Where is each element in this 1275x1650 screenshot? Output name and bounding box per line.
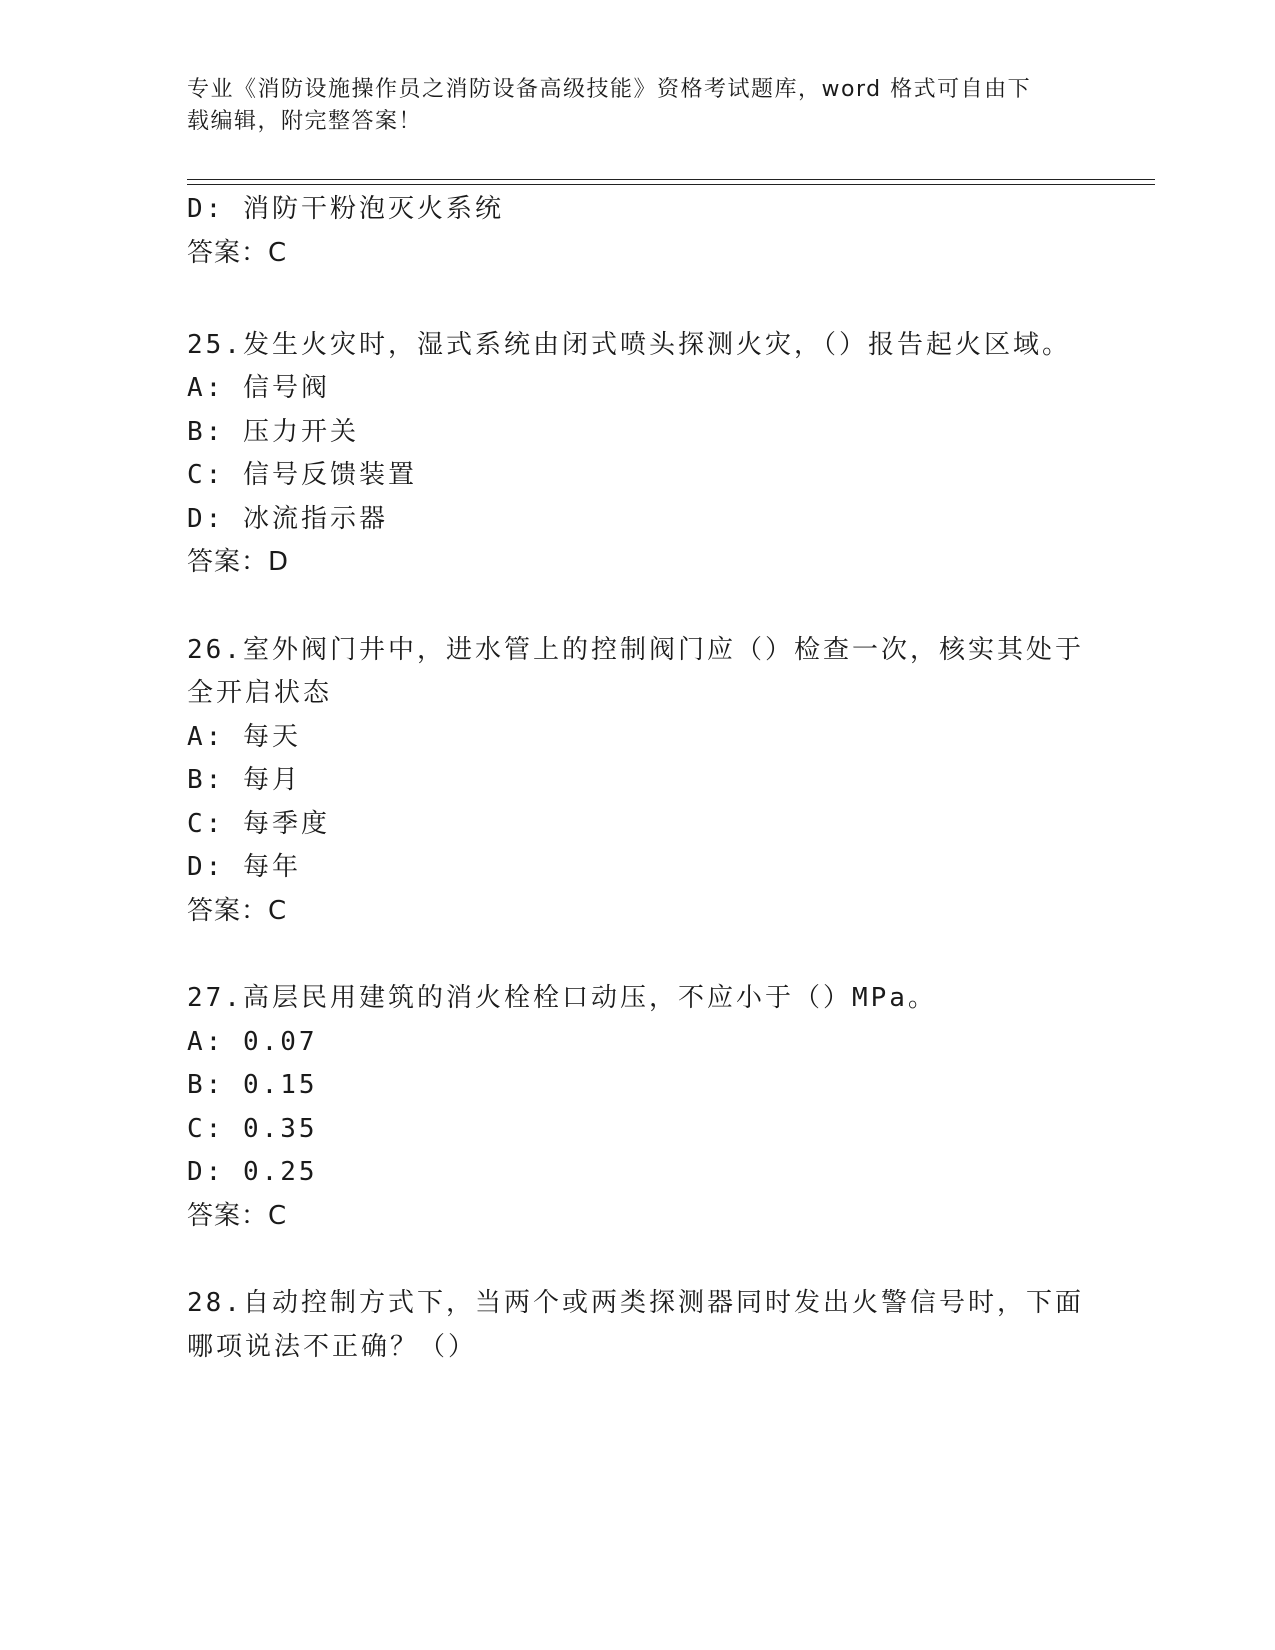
option-c-q25: C: 信号反馈装置 [187,460,417,490]
option-d-q27: D: 0.25 [187,1157,318,1187]
option-b-q25: B: 压力开关 [187,417,359,447]
document-header [187,74,1077,138]
header-line-2: 载编辑，附完整答案！ [187,109,423,134]
option-c-q27: C: 0.35 [187,1114,318,1144]
answer-q27: 答案：C [187,1201,288,1231]
option-d-q25: D: 冰流指示器 [187,504,388,534]
answer-q24: 答案：C [187,238,288,268]
option-a-q27: A: 0.07 [187,1027,318,1057]
answer-q25: 答案：D [187,547,290,577]
question-26-line-1: 26.室外阀门井中，进水管上的控制阀门应（）检查一次，核实其处于 [187,635,1084,665]
header-line-1: 专业《消防设施操作员之消防设备高级技能》资格考试题库，word 格式可自由下 [187,77,1032,102]
option-c-q26: C: 每季度 [187,809,330,839]
question-25: 25.发生火灾时，湿式系统由闭式喷头探测火灾，（）报告起火区域。 [187,330,1071,360]
option-d-q24: D: 消防干粉泡灭火系统 [187,194,504,224]
option-b-q27: B: 0.15 [187,1070,318,1100]
header-divider-bottom [187,184,1155,185]
option-b-q26: B: 每月 [187,765,301,795]
option-a-q25: A: 信号阀 [187,373,330,403]
header-divider-top [187,179,1155,180]
question-28-line-2: 哪项说法不正确？（） [187,1332,478,1362]
option-a-q26: A: 每天 [187,722,301,752]
question-26-line-2: 全开启状态 [187,678,333,708]
option-d-q26: D: 每年 [187,852,301,882]
answer-q26: 答案：C [187,896,288,926]
question-27: 27.高层民用建筑的消火栓栓口动压，不应小于（）MPa。 [187,983,937,1013]
question-28-line-1: 28.自动控制方式下，当两个或两类探测器同时发出火警信号时，下面 [187,1288,1084,1318]
